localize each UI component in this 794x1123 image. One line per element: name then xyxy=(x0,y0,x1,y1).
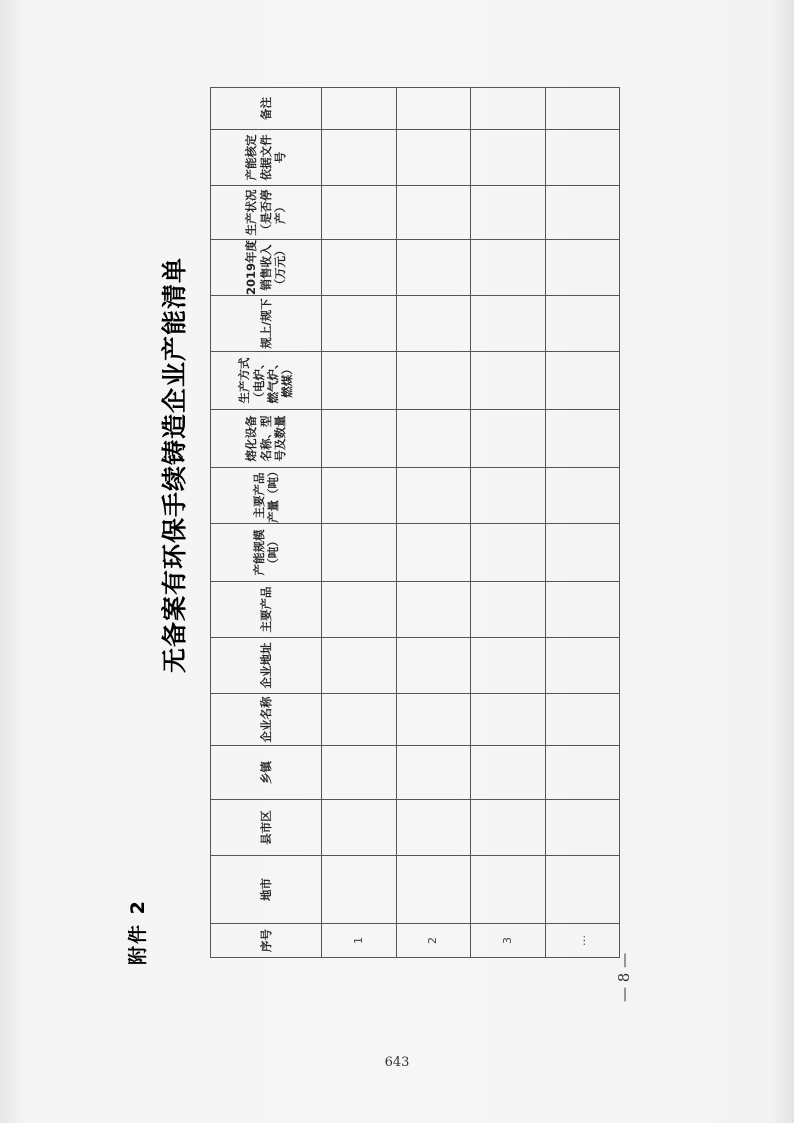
table-row xyxy=(545,88,620,958)
header-cell-scale: 规上/规下 xyxy=(211,296,322,352)
header-cell-production-status: 生产状况（是否停产） xyxy=(211,186,322,240)
header-cell-company-address: 企业地址 xyxy=(211,638,322,694)
header-cell-remarks: 备注 xyxy=(211,88,322,130)
table-row xyxy=(396,88,470,958)
table-header-row xyxy=(211,88,322,958)
document-title: 无备案有环保手续铸造企业产能清单 xyxy=(160,257,189,674)
header-cell-main-product: 主要产品 xyxy=(211,582,322,638)
page-number: 643 xyxy=(384,1055,410,1070)
row-index-cell: … xyxy=(545,924,620,958)
header-cell-town: 乡镇 xyxy=(211,746,322,800)
row-index-cell: 2 xyxy=(396,924,470,958)
header-cell-index: 序号 xyxy=(211,924,322,958)
header-cell-city: 地市 xyxy=(211,856,322,924)
header-cell-melting-equipment: 熔化设备名称、型号及数量 xyxy=(211,410,322,468)
header-cell-production-method: 生产方式（电炉、燃气炉、燃煤） xyxy=(211,352,322,410)
header-cell-county: 县市区 xyxy=(211,800,322,856)
header-cell-company-name: 企业名称 xyxy=(211,694,322,746)
header-cell-capacity: 产能规模（吨） xyxy=(211,524,322,582)
folio-marker: — 8 — xyxy=(615,952,633,1002)
table-row xyxy=(322,88,396,958)
header-cell-approval-document: 产能核定依据文件号 xyxy=(211,130,322,186)
row-index-cell: 3 xyxy=(471,924,545,958)
capacity-table xyxy=(210,87,620,958)
header-cell-sales-revenue: 2019年度销售收入（万元） xyxy=(211,240,322,296)
attachment-label: 附件 2 xyxy=(127,899,149,965)
rotated-landscape-content xyxy=(115,97,635,1010)
capacity-table-container xyxy=(210,97,620,958)
row-index-cell: 1 xyxy=(322,924,396,958)
header-cell-output: 主要产品产量（吨） xyxy=(211,468,322,524)
table-row xyxy=(471,88,545,958)
